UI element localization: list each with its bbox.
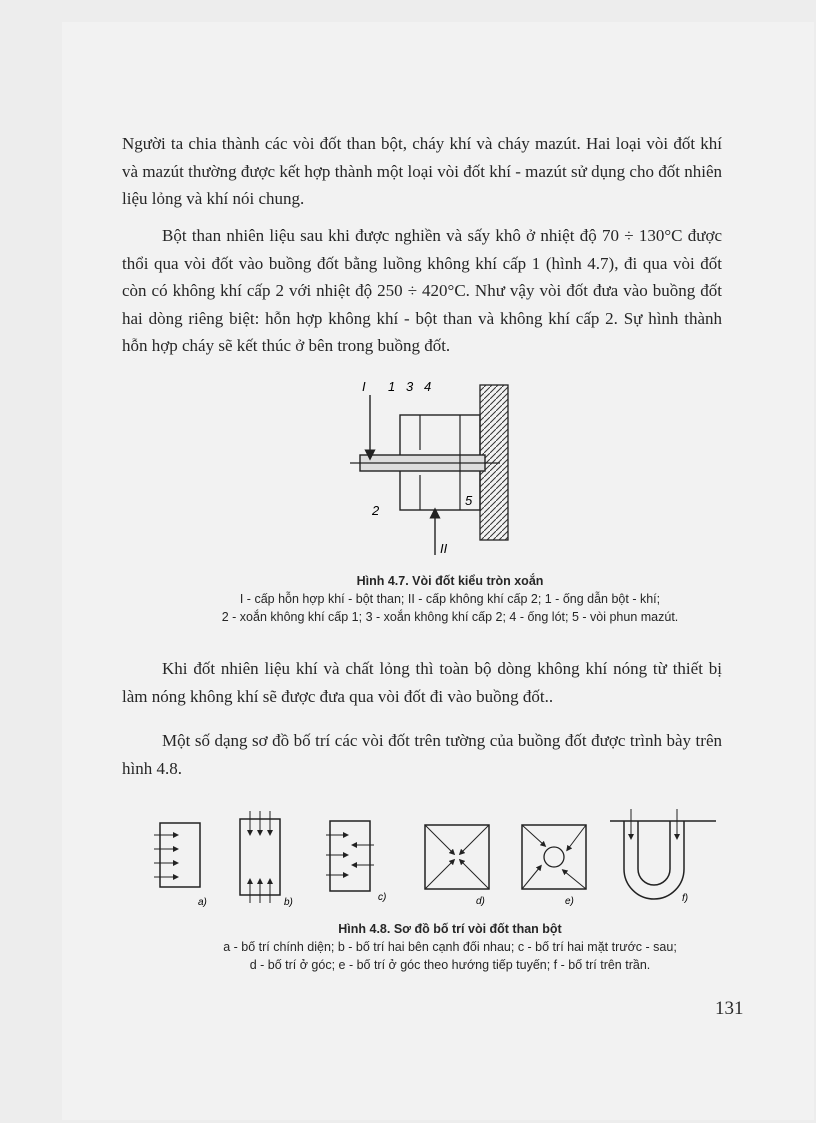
paragraph-gas-liquid: Khi đốt nhiên liệu khí và chất lỏng thì toàn bộ dòng không khí nóng từ thiết bị làm nóng không khí sẽ được đưa qua vòi đốt đi vào buồng đốt.. (122, 659, 722, 706)
figure-4-7-title: Hình 4.7. Vòi đốt kiểu tròn xoắn (356, 574, 544, 588)
label-2: 2 (372, 503, 380, 518)
figure-4-7-caption (150, 572, 750, 626)
figure-4-8-legend-2: d - bố trí ở góc; e - bố trí ở góc theo hướng tiếp tuyến; f - bố trí trên trần. (249, 958, 651, 972)
panel-c-label: c) (378, 892, 387, 903)
panel-d-label: d) (476, 896, 485, 907)
figure-4-8-burner-layouts (150, 805, 720, 910)
figure-4-8-title: Hình 4.8. Sơ đồ bố trí vòi đốt than bột (338, 922, 562, 936)
label-5: 5 (465, 493, 473, 508)
panel-e-tangential (522, 825, 586, 907)
figure-4-7-swirl-burner (340, 375, 540, 565)
figure-4-8-caption (160, 920, 740, 974)
panel-e-label: e) (565, 896, 574, 907)
label-II: II (440, 541, 448, 556)
panel-f-label: f) (682, 893, 689, 904)
panel-a-label: a) (198, 897, 207, 908)
panel-d-corner (425, 825, 489, 907)
panel-a-front-wall (154, 823, 207, 908)
label-I: I (362, 379, 366, 394)
panel-f-roof (610, 809, 716, 904)
paragraph-coal-dust: Bột than nhiên liệu sau khi được nghiền và sấy khô ở nhiệt độ 70 ÷ 130°C được thổi qua vòi đốt vào buồng đốt bằng luồng không khí cấp 1 (hình 4.7), đi qua vòi đốt còn có không khí cấp 2 với nhiệt độ 250 ÷ 420°C. Như vậy vòi đốt đưa vào buồng đốt hai dòng riêng biệt: hỗn hợp không khí - bột than và không khí cấp 2. Sự hình thành hỗn hợp cháy sẽ kết thúc ở bên trong buồng đốt. (122, 226, 722, 355)
paragraph-burner-types: Người ta chia thành các vòi đốt than bột, cháy khí và cháy mazút. Hai loại vòi đốt khí và mazút thường được kết hợp thành một loại vòi đốt khí - mazút sử dụng cho đốt nhiên liệu lỏng và khí nói chung. (122, 134, 722, 208)
label-3: 3 (406, 379, 414, 394)
label-1: 1 (388, 379, 396, 394)
panel-b-opposite-sides (240, 811, 293, 908)
panel-b-label: b) (284, 897, 293, 908)
label-4: 4 (424, 379, 432, 394)
panel-c-front-back (326, 821, 386, 903)
page-number: 131 (715, 998, 744, 1019)
figure-4-7-legend-1: I - cấp hỗn hợp khí - bột than; II - cấp không khí cấp 2; 1 - ống dẫn bột - khí; (239, 592, 661, 606)
paragraph-layouts: Một số dạng sơ đồ bố trí các vòi đốt trên tường của buồng đốt được trình bày trên hình 4.8. (122, 731, 722, 778)
figure-4-8-legend-1: a - bố trí chính diện; b - bố trí hai bên cạnh đối nhau; c - bố trí hai mặt trước - sau; (223, 940, 677, 954)
figure-4-7-legend-2: 2 - xoắn không khí cấp 1; 3 - xoắn không khí cấp 2; 4 - ống lót; 5 - vòi phun mazút. (221, 610, 679, 624)
